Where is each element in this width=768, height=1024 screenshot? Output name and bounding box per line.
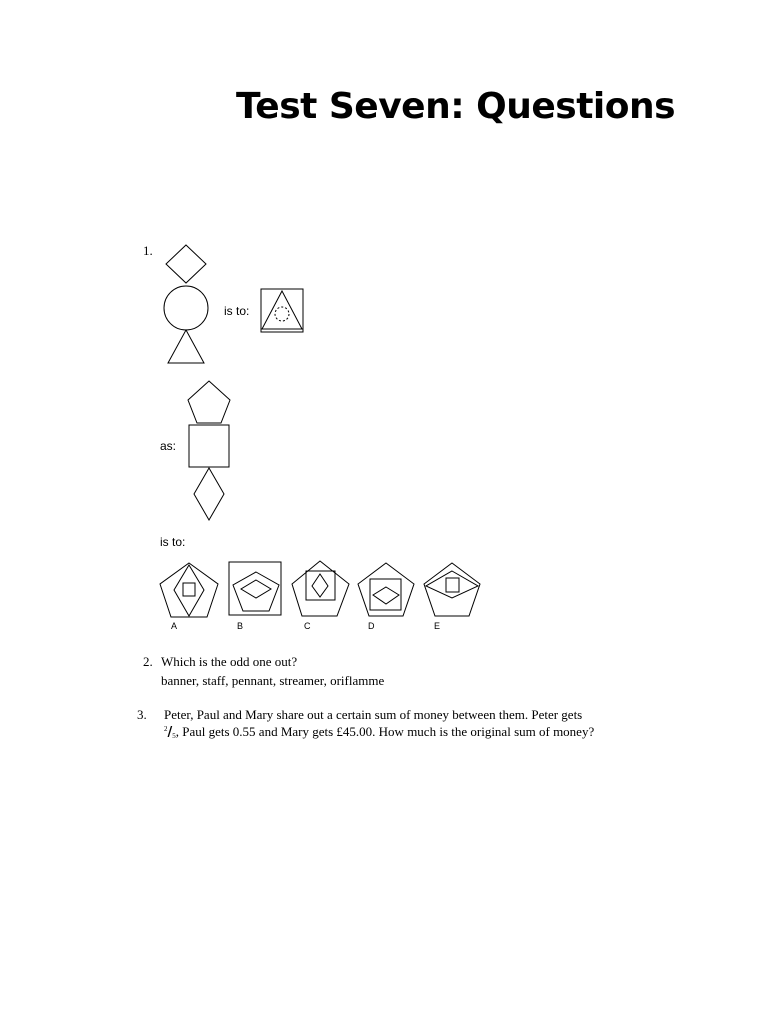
fraction-denominator: 5 xyxy=(172,732,176,740)
option-a-figure xyxy=(160,563,218,617)
question-3-line1: Peter, Paul and Mary share out a certain sum of money between them. Peter gets xyxy=(164,707,583,722)
question-2-words: banner, staff, pennant, streamer, oriflamme xyxy=(161,673,385,688)
option-e-figure xyxy=(424,563,480,616)
option-b-label: B xyxy=(237,621,244,631)
question-2-prompt: Which is the odd one out? xyxy=(161,654,298,669)
question-3-line2-text: , Paul gets 0.55 and Mary gets £45.00. How much is the original sum of money? xyxy=(175,724,595,739)
option-c-label: C xyxy=(304,621,311,631)
option-a-label: A xyxy=(171,621,178,631)
is-to-label-1: is to: xyxy=(224,304,250,318)
option-d-label: D xyxy=(368,621,375,631)
option-b-figure xyxy=(229,562,281,615)
question-3-number: 3. xyxy=(137,707,147,722)
as-label: as: xyxy=(160,439,177,453)
option-e-label: E xyxy=(434,621,441,631)
question-1-number: 1. xyxy=(143,243,153,258)
fraction-numerator: 2 xyxy=(164,725,168,733)
fraction-slash: / xyxy=(167,725,173,740)
is-to-label-2: is to: xyxy=(160,535,186,549)
page-title: Test Seven: Questions xyxy=(236,86,676,127)
question-3-line2 xyxy=(164,724,594,740)
question-2-number: 2. xyxy=(143,654,153,669)
option-c-figure xyxy=(292,561,349,616)
option-d-figure xyxy=(358,563,414,616)
